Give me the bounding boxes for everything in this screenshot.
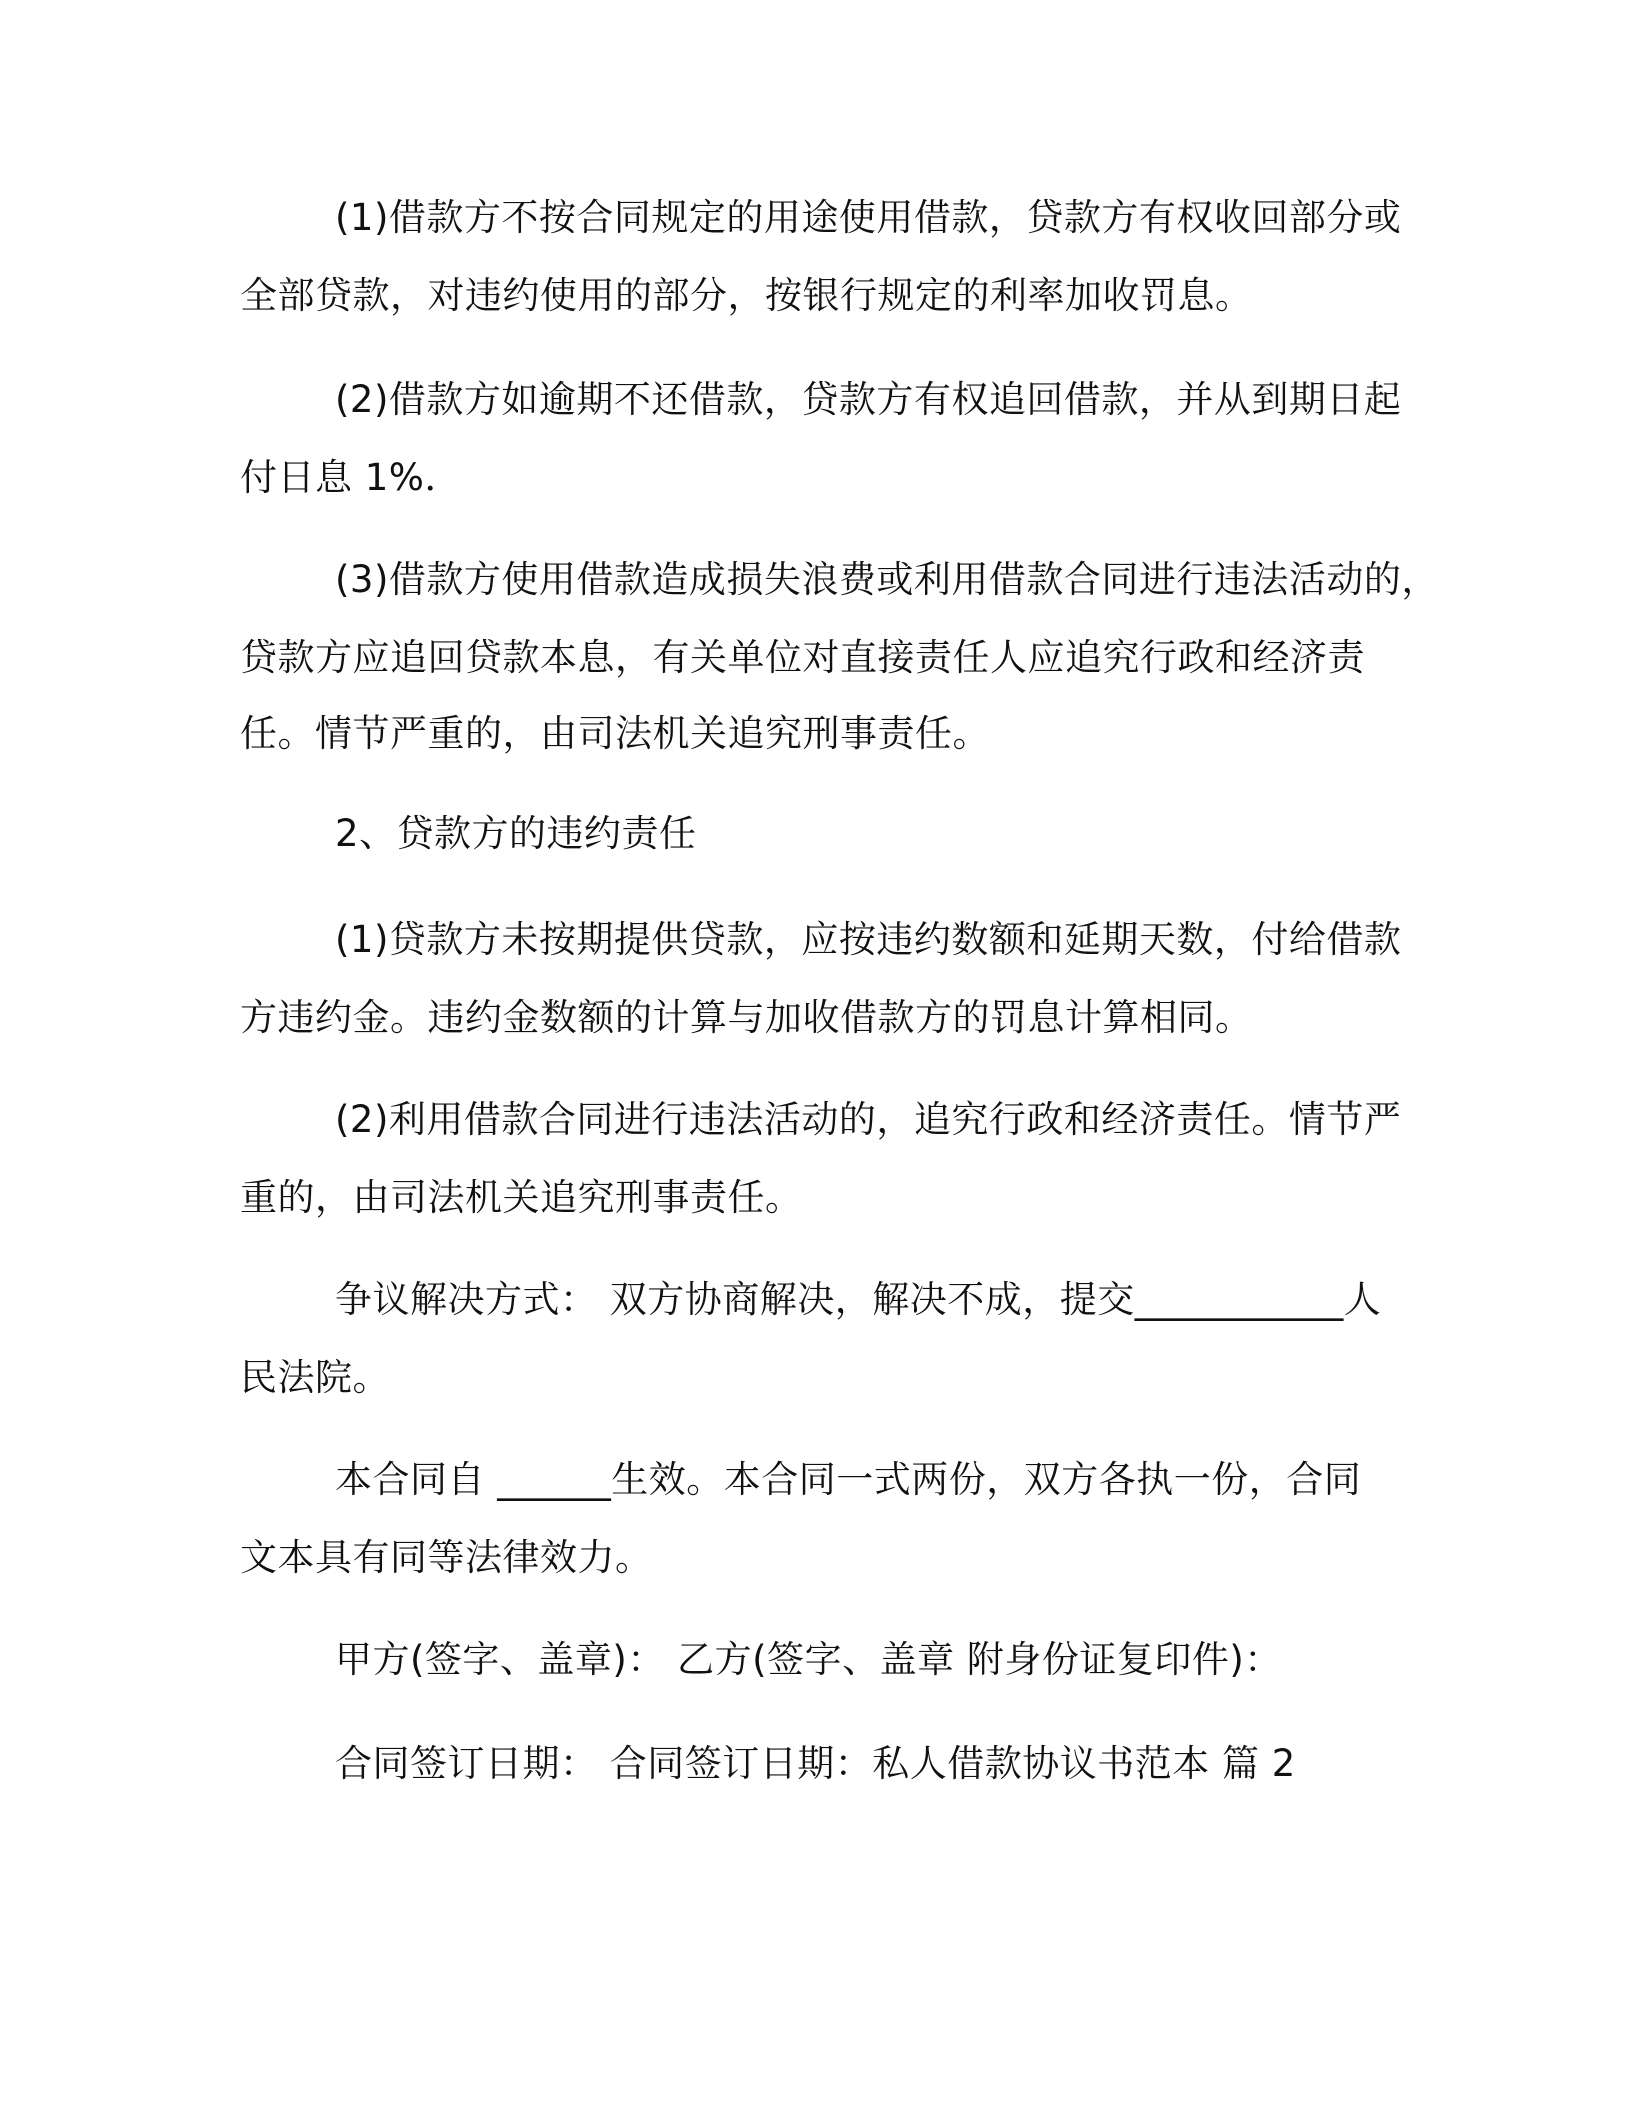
section-heading: 2、贷款方的违约责任 — [335, 812, 697, 855]
signature-line: 甲方(签字、盖章)： 乙方(签字、盖章 附身份证复印件)： — [335, 1638, 1282, 1681]
text-line: (1)借款方不按合同规定的用途使用借款，贷款方有权收回部分或 — [335, 196, 1402, 239]
text-line: 本合同自 ______生效。本合同一式两份，双方各执一份，合同 — [335, 1458, 1362, 1501]
text-line: 任。情节严重的，由司法机关追究刑事责任。 — [240, 712, 990, 755]
date-line: 合同签订日期： 合同签订日期：私人借款协议书范本 篇 2 — [335, 1742, 1296, 1785]
text-line: (2)借款方如逾期不还借款，贷款方有权追回借款，并从到期日起 — [335, 378, 1402, 421]
text-line: (1)贷款方未按期提供贷款，应按违约数额和延期天数，付给借款 — [335, 918, 1402, 961]
text-line: 民法院。 — [240, 1356, 390, 1399]
text-line: 争议解决方式： 双方协商解决，解决不成，提交___________人 — [335, 1278, 1382, 1321]
text-line: 贷款方应追回贷款本息，有关单位对直接责任人应追究行政和经济责 — [240, 636, 1365, 679]
text-line: 文本具有同等法律效力。 — [240, 1536, 653, 1579]
text-line: 全部贷款，对违约使用的部分，按银行规定的利率加收罚息。 — [240, 274, 1253, 317]
text-line: (2)利用借款合同进行违法活动的，追究行政和经济责任。情节严 — [335, 1098, 1402, 1141]
text-line: (3)借款方使用借款造成损失浪费或利用借款合同进行违法活动的， — [335, 558, 1439, 601]
text-line: 方违约金。违约金数额的计算与加收借款方的罚息计算相同。 — [240, 996, 1253, 1039]
text-line: 重的，由司法机关追究刑事责任。 — [240, 1176, 803, 1219]
text-line: 付日息 1%． — [240, 456, 462, 499]
